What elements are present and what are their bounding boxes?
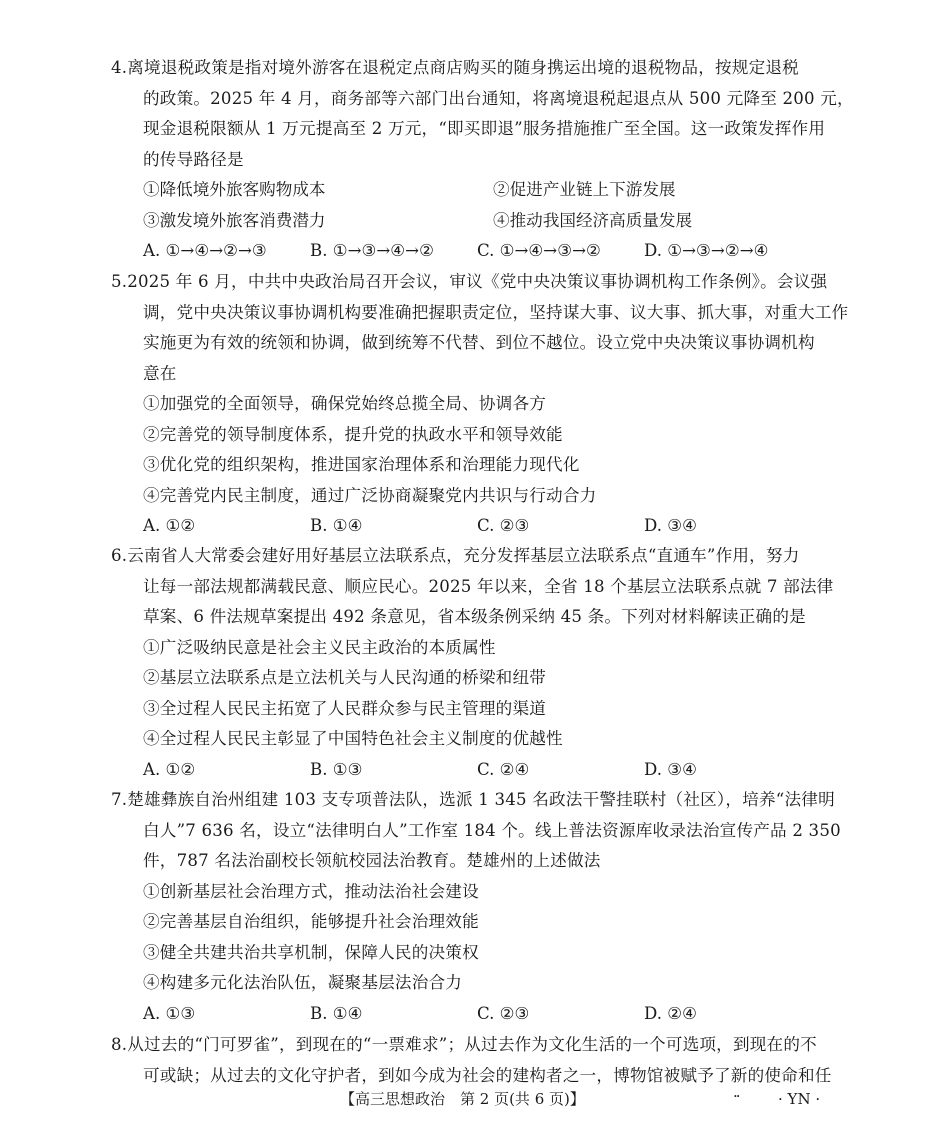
question-6-line-1: 6.云南省人大常委会建好用好基层立法联系点，充分发挥基层立法联系点“直通车”作用，努力 bbox=[111, 546, 800, 565]
option-b[interactable]: B. ①③ bbox=[310, 759, 363, 779]
option-a[interactable]: A. ①③ bbox=[143, 1003, 196, 1023]
option-b[interactable]: B. ①→③→④→② bbox=[310, 241, 434, 260]
page-footer-title: 【高三思想政治 第 2 页(共 6 页)】 bbox=[340, 1090, 585, 1108]
question-4-line-4: 的传导路径是 bbox=[143, 149, 244, 169]
question-5 bbox=[111, 267, 849, 542]
option-a[interactable]: A. ①→④→②→③ bbox=[143, 241, 267, 260]
question-4-line-2: 的政策。2025 年 4 月，商务部等六部门出台通知，将离境退税起退点从 500 元降至 200 元， bbox=[143, 88, 854, 108]
question-5-line-1: 5.2025 年 6 月，中共中央政治局召开会议，审议《党中央决策议事协调机构工作条例》。会议强 bbox=[111, 272, 828, 291]
option-d[interactable]: D. ②④ bbox=[644, 1003, 698, 1023]
question-4-line-1: 4.离境退税政策是指对境外游客在退税定点商店购买的随身携运出境的退税物品，按规定退税 bbox=[111, 58, 799, 77]
question-7-line-2: 白人”7 636 名，设立“法律明白人”工作室 184 个。线上普法资源库收录法治宣传产品 2 350 bbox=[143, 820, 841, 840]
question-5-options bbox=[120, 511, 840, 542]
statement-2: ②完善基层自治组织，能够提升社会治理效能 bbox=[143, 912, 479, 931]
question-4-line-3: 现金退税限额从 1 万元提高至 2 万元，“即买即退”服务措施推广至全国。这一政策发挥作用 bbox=[143, 119, 826, 138]
statement-4: ④全过程人民民主彰显了中国特色社会主义制度的优越性 bbox=[143, 729, 563, 748]
option-c[interactable]: C. ②③ bbox=[477, 1003, 530, 1023]
question-7-options bbox=[120, 999, 840, 1030]
statement-2: ②完善党的领导制度体系，提升党的执政水平和领导效能 bbox=[143, 424, 563, 444]
region-code: · YN · bbox=[778, 1090, 821, 1108]
option-d[interactable]: D. ③④ bbox=[644, 516, 698, 535]
question-5-line-4: 意在 bbox=[143, 363, 177, 383]
question-4-items-row-2 bbox=[120, 206, 840, 237]
statement-3: ③优化党的组织架构，推进国家治理体系和治理能力现代化 bbox=[143, 455, 580, 474]
statement-4: ④完善党内民主制度，通过广泛协商凝聚党内共识与行动合力 bbox=[143, 485, 597, 505]
question-8 bbox=[111, 1030, 840, 1091]
statement-1: ①创新基层社会治理方式，推动法治社会建设 bbox=[143, 881, 479, 901]
question-7-line-3: 件，787 名法治副校长领航校园法治教育。楚雄州的上述做法 bbox=[143, 851, 601, 870]
option-b[interactable]: B. ①④ bbox=[310, 516, 363, 535]
option-c[interactable]: C. ②③ bbox=[477, 516, 530, 535]
question-5-line-3: 实施更为有效的统领和协调，做到统筹不代替、到位不越位。设立党中央决策议事协调机构 bbox=[143, 333, 815, 352]
question-6-line-3: 草案、6 件法规草案提出 492 条意见，省本级条例采纳 45 条。下列对材料解读正确的是 bbox=[143, 607, 806, 626]
question-6-line-2: 让每一部法规都满载民意、顺应民心。2025 年以来，全省 18 个基层立法联系点就 7 部法律 bbox=[143, 576, 834, 596]
question-4-options bbox=[120, 236, 840, 267]
question-7-line-1: 7.楚雄彝族自治州组建 103 支专项普法队，选派 1 345 名政法干警挂联村（社区），培养“法律明 bbox=[111, 790, 835, 809]
option-c[interactable]: C. ②④ bbox=[477, 759, 530, 779]
question-8-line-2: 可或缺；从过去的文化守护者，到如今成为社会的建构者之一，博物馆被赋予了新的使命和任 bbox=[143, 1065, 832, 1085]
question-7 bbox=[111, 785, 841, 1029]
question-6-options bbox=[120, 755, 840, 786]
statement-1: ①加强党的全面领导，确保党始终总揽全局、协调各方 bbox=[143, 394, 547, 413]
statement-3: ③激发境外旅客消费潜力 bbox=[143, 210, 326, 230]
question-4 bbox=[111, 53, 854, 267]
option-a[interactable]: A. ①② bbox=[143, 759, 196, 779]
option-a[interactable]: A. ①② bbox=[143, 516, 196, 535]
statement-1: ①降低境外旅客购物成本 bbox=[143, 180, 326, 199]
option-d[interactable]: D. ①→③→②→④ bbox=[644, 241, 769, 260]
question-8-line-1: 8.从过去的“门可罗雀”，到现在的“一票难求”；从过去作为文化生活的一个可选项，到现在的不 bbox=[111, 1035, 817, 1054]
statement-3: ③全过程人民民主拓宽了人民群众参与民主管理的渠道 bbox=[143, 698, 547, 718]
option-b[interactable]: B. ①④ bbox=[310, 1003, 363, 1023]
statement-4: ④构建多元化法治队伍，凝聚基层法治合力 bbox=[143, 973, 463, 992]
question-5-line-2: 调，党中央决策议事协调机构要准确把握职责定位，坚持谋大事、议大事、抓大事，对重大工作 bbox=[143, 302, 849, 322]
question-4-items-row-1 bbox=[120, 175, 840, 206]
option-c[interactable]: C. ①→④→③→② bbox=[477, 241, 601, 260]
question-6 bbox=[111, 541, 840, 785]
statement-3: ③健全共建共治共享机制，保障人民的决策权 bbox=[143, 942, 479, 962]
statement-1: ①广泛吸纳民意是社会主义民主政治的本质属性 bbox=[143, 637, 496, 657]
statement-2: ②基层立法联系点是立法机关与人民沟通的桥梁和纽带 bbox=[143, 668, 547, 687]
footer-mark: ·· bbox=[733, 1087, 739, 1105]
option-d[interactable]: D. ③④ bbox=[644, 759, 698, 779]
statement-4: ④推动我国经济高质量发展 bbox=[493, 210, 693, 230]
statement-2: ②促进产业链上下游发展 bbox=[493, 180, 676, 199]
